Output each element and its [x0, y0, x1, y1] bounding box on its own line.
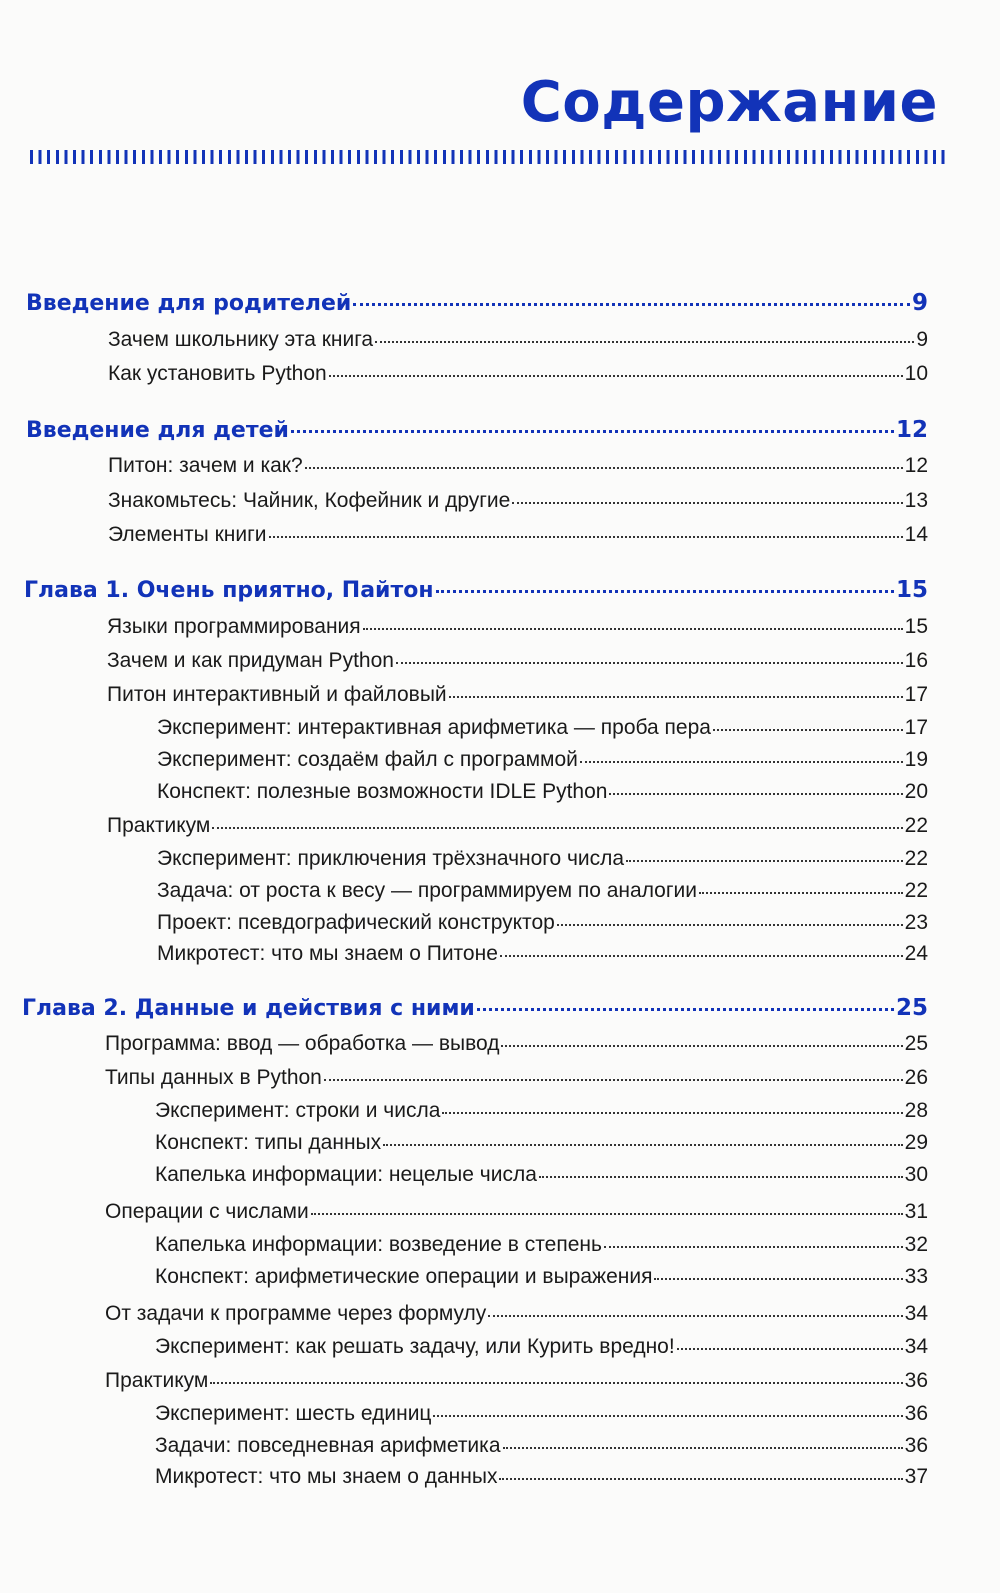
toc-entry[interactable]: Эксперимент: строки и числа 28: [155, 1099, 928, 1122]
page-title: Содержание: [520, 70, 938, 135]
dot-leader: [433, 1414, 902, 1417]
toc-entry[interactable]: Эксперимент: создаём файл с программой 19: [157, 748, 928, 771]
toc-entry[interactable]: Операции с числами 31: [105, 1200, 928, 1223]
dot-leader: [329, 374, 903, 377]
toc-entry[interactable]: Микротест: что мы знаем о Питоне 24: [157, 942, 928, 965]
toc-entry[interactable]: Питон интерактивный и файловый 17: [107, 683, 928, 706]
dot-leader: [677, 1347, 903, 1350]
dot-leader: [311, 1212, 903, 1215]
dot-leader: [580, 760, 903, 763]
toc-entry[interactable]: Глава 1. Очень приятно, Пайтон 15: [24, 577, 928, 603]
toc-entry[interactable]: От задачи к программе через формулу 34: [105, 1302, 928, 1325]
dot-leader: [503, 1446, 903, 1449]
toc-entry[interactable]: Конспект: арифметические операции и выражения 33: [155, 1265, 928, 1288]
dot-leader: [699, 891, 903, 894]
dot-leader: [477, 1007, 894, 1011]
toc-entry[interactable]: Капелька информации: возведение в степень 32: [155, 1233, 928, 1256]
toc-entry[interactable]: Эксперимент: как решать задачу, или Курить вредно! 34: [155, 1335, 928, 1358]
dot-leader: [609, 792, 902, 795]
toc-entry[interactable]: Эксперимент: приключения трёхзначного числа 22: [157, 847, 928, 870]
dot-leader: [713, 728, 903, 731]
toc-entry[interactable]: Типы данных в Python 26: [105, 1066, 928, 1089]
dot-leader: [449, 695, 903, 698]
toc-entry[interactable]: Практикум 22: [107, 814, 928, 837]
dot-leader: [442, 1111, 902, 1114]
dot-leader: [291, 429, 894, 433]
toc-entry[interactable]: Введение для детей 12: [26, 417, 928, 443]
toc-entry[interactable]: Языки программирования 15: [107, 615, 928, 638]
dot-leader: [210, 1381, 902, 1384]
dot-leader: [396, 661, 903, 664]
dot-leader: [499, 1477, 902, 1480]
toc-entry[interactable]: Введение для родителей 9: [26, 290, 928, 316]
dot-leader: [353, 302, 910, 306]
dot-leader: [512, 501, 902, 504]
toc-entry[interactable]: Конспект: типы данных 29: [155, 1131, 928, 1154]
toc-entry[interactable]: Как установить Python 10: [108, 362, 928, 385]
dot-leader: [557, 923, 903, 926]
dot-leader: [375, 340, 914, 343]
dot-leader: [626, 859, 903, 862]
toc-entry[interactable]: Микротест: что мы знаем о данных 37: [155, 1465, 928, 1488]
toc-entry[interactable]: Программа: ввод — обработка — вывод 25: [105, 1032, 928, 1055]
toc-entry[interactable]: Эксперимент: интерактивная арифметика — проба пера 17: [157, 716, 928, 739]
toc-entry[interactable]: Капелька информации: нецелые числа 30: [155, 1163, 928, 1186]
toc-entry[interactable]: Зачем и как придуман Python 16: [107, 649, 928, 672]
toc-entry[interactable]: Практикум 36: [105, 1369, 928, 1392]
toc-entry[interactable]: Конспект: полезные возможности IDLE Python 20: [157, 780, 928, 803]
dot-leader: [654, 1277, 902, 1280]
dot-leader: [436, 589, 894, 593]
toc-entry[interactable]: Зачем школьнику эта книга 9: [108, 328, 928, 351]
toc-entry[interactable]: Задача: от роста к весу — программируем по аналогии 22: [157, 879, 928, 902]
dot-leader: [604, 1245, 903, 1248]
toc-entry[interactable]: Эксперимент: шесть единиц 36: [155, 1402, 928, 1425]
dot-leader: [488, 1314, 902, 1317]
toc-entry[interactable]: Глава 2. Данные и действия с ними 25: [22, 995, 928, 1021]
dot-leader: [269, 535, 903, 538]
toc-entry[interactable]: Проект: псевдографический конструктор 23: [157, 911, 928, 934]
dot-leader: [539, 1175, 903, 1178]
dot-leader: [324, 1078, 903, 1081]
dot-leader: [383, 1143, 903, 1146]
toc-entry[interactable]: Задачи: повседневная арифметика 36: [155, 1434, 928, 1457]
dot-leader: [501, 1044, 902, 1047]
toc-entry[interactable]: Элементы книги 14: [108, 523, 928, 546]
dot-leader: [212, 826, 902, 829]
dot-leader: [500, 954, 903, 957]
toc-entry[interactable]: Питон: зачем и как? 12: [108, 454, 928, 477]
toc-entry[interactable]: Знакомьтесь: Чайник, Кофейник и другие 13: [108, 489, 928, 512]
dot-leader: [363, 627, 903, 630]
dot-leader: [305, 466, 903, 469]
